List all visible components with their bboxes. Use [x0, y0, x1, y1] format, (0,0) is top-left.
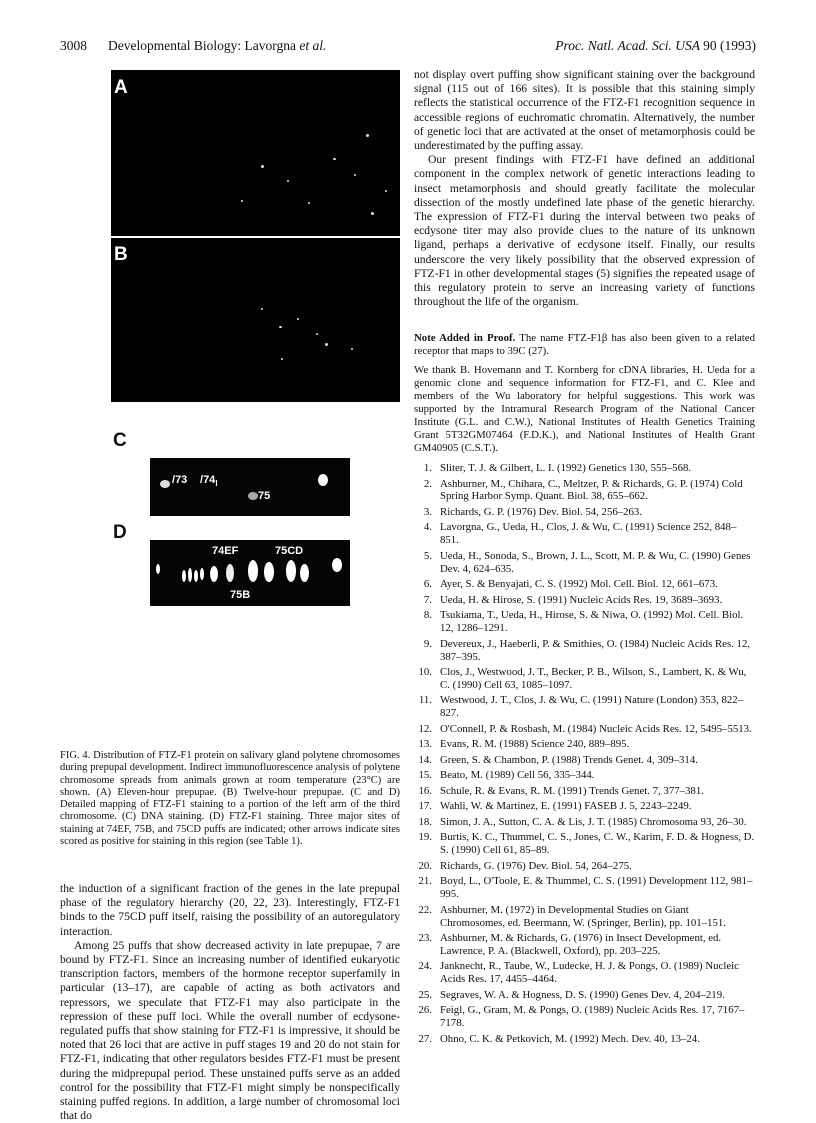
- reference-item: [414, 738, 755, 751]
- reference-text: Boyd, L., O'Toole, E. & Thummel, C. S. (1991) Development 112, 981–995.: [440, 875, 753, 901]
- reference-number: 7.: [423, 593, 432, 606]
- reference-item: [414, 594, 755, 607]
- reference-number: 20.: [418, 859, 432, 872]
- reference-item: [414, 462, 755, 475]
- reference-text: Ashburner, M., Chihara, C., Meltzer, P. & Richards, G. P. (1974) Cold Spring Harbor Symp. Quant. Biol. 38, 655–662.: [440, 477, 743, 503]
- reference-text: Richards, G. (1976) Dev. Biol. 54, 264–275.: [440, 859, 632, 872]
- figure-caption: FIG. 4. Distribution of FTZ-F1 protein on salivary gland polytene chromosomes during prepupal development. Indirect immunofluorescence analysis of polytene chromosome spreads from animals grown at room temperature (23°C) are shown. (A) Eleven-hour prepupae. (B) Twelve-hour prepupae. (C and D) Detailed mapping of FTZ-F1 staining to a portion of the left arm of the third chromosome. (C) DNA staining. (D) FTZ-F1 staining. Three major sites of staining at 74EF, 75B, and 75CD puffs are indicated; other arrows indicate sites scored as positive for staining in this region (see Table 1).: [60, 750, 400, 848]
- reference-number: 15.: [418, 769, 432, 782]
- reference-text: Feigl, G., Gram, M. & Pongs, O. (1989) Nucleic Acids Res. 17, 7167–7178.: [440, 1004, 745, 1030]
- page-number: 3008: [60, 38, 87, 53]
- reference-item: [414, 785, 755, 798]
- reference-text: Beato, M. (1989) Cell 56, 335–344.: [440, 769, 595, 782]
- paragraph: Our present findings with FTZ-F1 have defined an additional component in the complex network of genetic interactions leading to insect metamorphosis and should greatly facilitate the molecular dissection of the mostly undefined late phase of the genetic hierarchy. The expression of FTZ-F1 during the interval between two peaks of ecdysone titer may also provide clues to the nature of its unknown ligand, perhaps a derivative of ecdysone itself. Finally, our results underscore the very likely possibility that the observed expression of FTZ-F1 in other developmental stages (5) signifies the repeated usage of this regulatory protein to serve an increasing variety of functions throughout the life of the organism.: [414, 153, 755, 309]
- reference-text: Simon, J. A., Sutton, C. A. & Lis, J. T. (1985) Chromosoma 93, 26–30.: [440, 815, 747, 828]
- reference-item: [414, 578, 755, 591]
- reference-item: [414, 666, 755, 692]
- reference-number: 26.: [418, 1004, 432, 1017]
- journal-citation: Proc. Natl. Acad. Sci. USA 90 (1993): [555, 38, 756, 53]
- figure-panel-c: [150, 458, 350, 516]
- figure-panel-b: [111, 238, 400, 402]
- reference-text: Wahli, W. & Martinez, E. (1991) FASEB J. 5, 2243–2249.: [440, 800, 692, 813]
- reference-item: [414, 506, 755, 519]
- reference-item: [414, 769, 755, 782]
- reference-number: 13.: [418, 738, 432, 751]
- reference-number: 4.: [423, 521, 432, 534]
- reference-number: 21.: [418, 875, 432, 888]
- band-label-73: /73: [172, 474, 188, 486]
- reference-item: [414, 932, 755, 958]
- reference-item: [414, 638, 755, 664]
- reference-text: Westwood, J. T., Clos, J. & Wu, C. (1991) Nature (London) 353, 822–827.: [440, 694, 744, 720]
- left-body-text: [60, 882, 400, 1123]
- reference-text: O'Connell, P. & Rosbash, M. (1984) Nucleic Acids Res. 12, 5495–5513.: [440, 722, 752, 735]
- reference-number: 12.: [418, 722, 432, 735]
- reference-text: Green, S. & Chambon, P. (1988) Trends Genet. 4, 309–314.: [440, 753, 698, 766]
- reference-number: 24.: [418, 960, 432, 973]
- right-body-text: [414, 68, 755, 309]
- paragraph: Among 25 puffs that show decreased activity in late prepupae, 7 are bound by FTZ-F1. Since an increasing number of identified eukaryotic transcription factors, members of the hormone receptor superfamily in particular (13–17), are capable of acting as both activators and repressors, we speculate that FTZ-F1 may also participate in the repression of these puff loci. While the overall number of ecdysone-regulated puffs that show staining for FTZ-F1 is impressive, it should be noted that 26 loci that are active in puff stages 19 and 20 do not stain for FTZ-F1, indicating that other regulators besides FTZ-F1 must be present during the midprepupal period. These unstained puffs serve as an added control for the possibility that FTZ-F1 might simply be nonspecifically staining puffed regions. In addition, a large number of chromosomal loci that do: [60, 938, 400, 1123]
- paragraph: not display overt puffing show significant staining over the background signal (115 out of 166 sites). It is possible that this staining simply reflects the statistical occurrence of the FTZ-F1 recognition sequence in accessible regions of euchromatic chromatin. Alternatively, the number of genetic loci that are activated at the onset of metamorphosis could be underestimated by the puffing assay.: [414, 68, 755, 153]
- reference-item: [414, 521, 755, 547]
- reference-number: 25.: [418, 988, 432, 1001]
- band-label-75: 75: [258, 490, 271, 502]
- reference-text: Richards, G. P. (1976) Dev. Biol. 54, 256–263.: [440, 505, 643, 518]
- reference-number: 8.: [423, 609, 432, 622]
- paragraph: the induction of a significant fraction of the genes in the late prepupal phase of the regulatory hierarchy (20, 22, 23). Interestingly, FTZ-F1 binds to the 75CD puff itself, raising the possibility of an autoregulatory interaction.: [60, 882, 400, 938]
- note-added-in-proof: [414, 332, 755, 358]
- reference-text: Ashburner, M. (1972) in Developmental Studies on Giant Chromosomes, ed. Beermann, W. (Springer, Berlin), pp. 101–151.: [440, 903, 726, 929]
- reference-item: [414, 989, 755, 1002]
- note-text: The name FTZ-F1β has also been given to a related receptor that maps to 39C (27).: [414, 332, 755, 357]
- panel-label-c: C: [113, 430, 127, 451]
- reference-number: 19.: [418, 831, 432, 844]
- note-heading: Note Added in Proof.: [414, 332, 516, 344]
- reference-text: Clos, J., Westwood, J. T., Becker, P. B., Wilson, S., Lambert, K. & Wu, C. (1990) Cell 63, 1085–1097.: [440, 666, 747, 691]
- reference-number: 10.: [418, 666, 432, 679]
- reference-item: [414, 1033, 755, 1046]
- reference-number: 22.: [418, 903, 432, 916]
- panel-label-b: B: [114, 244, 128, 265]
- reference-item: [414, 609, 755, 635]
- reference-item: [414, 800, 755, 813]
- reference-number: 14.: [418, 753, 432, 766]
- reference-text: Lavorgna, G., Ueda, H., Clos, J. & Wu, C. (1991) Science 252, 848–851.: [440, 521, 737, 547]
- reference-number: 17.: [418, 800, 432, 813]
- band-label-74: $/74_l$: [200, 474, 218, 489]
- reference-text: Devereux, J., Haeberli, P. & Smithies, O. (1984) Nucleic Acids Res. 12, 387–395.: [440, 637, 751, 663]
- reference-number: 9.: [423, 637, 432, 650]
- band-label-75b: 75B: [230, 589, 251, 601]
- reference-item: [414, 816, 755, 829]
- running-title: Developmental Biology: Lavorgna et al.: [108, 38, 327, 53]
- reference-item: [414, 694, 755, 720]
- reference-number: 6.: [423, 578, 432, 591]
- reference-text: Burtis, K. C., Thummel, C. S., Jones, C. W., Karim, F. D. & Hogness, D. S. (1990) Cell 61, 85–89.: [440, 831, 755, 857]
- reference-text: Evans, R. M. (1988) Science 240, 889–895.: [440, 738, 630, 751]
- reference-text: Segraves, W. A. & Hogness, D. S. (1990) Genes Dev. 4, 204–219.: [440, 988, 725, 1001]
- reference-item: [414, 904, 755, 930]
- reference-item: [414, 478, 755, 504]
- reference-item: [414, 875, 755, 901]
- reference-number: 11.: [418, 694, 432, 707]
- figure-panel-d: [150, 540, 350, 606]
- running-header: [60, 38, 756, 56]
- acknowledgments: We thank B. Hovemann and T. Kornberg for cDNA libraries, H. Ueda for a genomic clone and sequence information for FTZ-F1, and C. Klee and members of the Wu laboratory for helpful suggestions. This work was supported by the Intramural Research Program of the National Cancer Institute (G.L. and C.W.), National Institutes of Health Genetics Training Grant 5T32GM07464 (F.D.K.), and National Institutes of Health Grant GM40905 (C.S.T.).: [414, 364, 755, 454]
- reference-text: Sliter, T. J. & Gilbert, L. I. (1992) Genetics 130, 555–568.: [440, 462, 692, 474]
- figure-panel-a: [111, 70, 400, 236]
- reference-text: Tsukiama, T., Ueda, H., Hirose, S. & Niwa, O. (1992) Mol. Cell. Biol. 12, 1286–1291.: [440, 609, 744, 635]
- panel-label-d: D: [113, 522, 127, 543]
- reference-number: 27.: [418, 1032, 432, 1045]
- panel-label-a: A: [114, 77, 128, 98]
- reference-item: [414, 1004, 755, 1030]
- reference-text: Ashburner, M. & Richards, G. (1976) in Insect Development, ed. Lawrence, P. A. (Blackwell, Oxford), pp. 203–225.: [440, 932, 722, 957]
- reference-text: Ohno, C. K. & Petkovich, M. (1992) Mech. Dev. 40, 13–24.: [440, 1032, 700, 1045]
- reference-item: [414, 550, 755, 576]
- band-label-74ef: 74EF: [212, 545, 239, 557]
- reference-number: 16.: [418, 784, 432, 797]
- reference-text: Ueda, H. & Hirose, S. (1991) Nucleic Acids Res. 19, 3689–3693.: [440, 593, 723, 606]
- reference-text: Janknecht, R., Taube, W., Ludecke, H. J. & Pongs, O. (1989) Nucleic Acids Res. 17, 4455–4464.: [440, 960, 739, 986]
- reference-item: [414, 723, 755, 736]
- reference-text: Ueda, H., Sonoda, S., Brown, J. L., Scott, M. P. & Wu, C. (1990) Genes Dev. 4, 624–635.: [440, 549, 751, 575]
- reference-number: 23.: [418, 932, 432, 945]
- reference-list: [414, 462, 755, 1048]
- reference-number: 2.: [423, 477, 432, 490]
- reference-item: [414, 754, 755, 767]
- reference-number: 3.: [423, 505, 432, 518]
- reference-item: [414, 860, 755, 873]
- reference-number: 18.: [418, 815, 432, 828]
- reference-text: Ayer, S. & Benyajati, C. S. (1992) Mol. Cell. Biol. 12, 661–673.: [440, 578, 718, 591]
- reference-text: Schule, R. & Evans, R. M. (1991) Trends Genet. 7, 377–381.: [440, 784, 704, 797]
- reference-number: 1.: [423, 462, 432, 474]
- band-label-75cd: 75CD: [275, 545, 304, 557]
- reference-number: 5.: [423, 549, 432, 562]
- reference-item: [414, 831, 755, 857]
- reference-item: [414, 960, 755, 986]
